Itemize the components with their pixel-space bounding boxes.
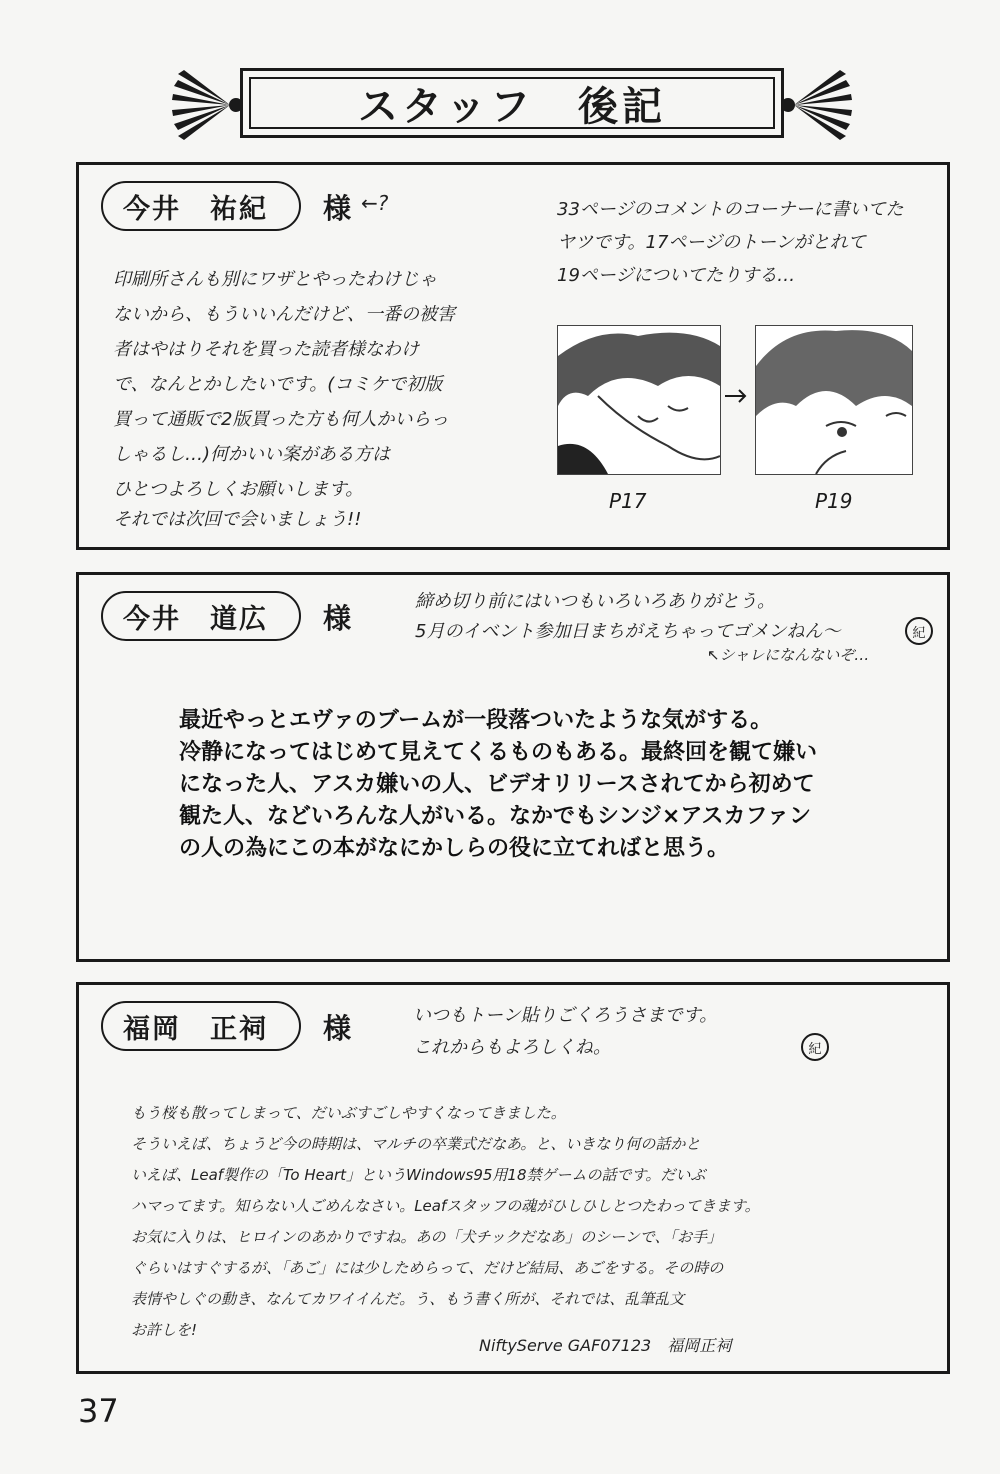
- body-line: ハマってます。知らない人ごめんなさい。Leafスタッフの魂がひしひしとつたわってきます。: [131, 1197, 760, 1215]
- honorific: 様: [323, 1012, 352, 1045]
- signature: NiftyServe GAF07123 福岡正祠: [479, 1336, 732, 1355]
- comment-line: 33ページのコメントのコーナーに書いてた: [557, 199, 904, 220]
- body-line: お気に入りは、ヒロインのあかりですね。あの「犬チックだなあ」のシーンで、「お手」: [131, 1228, 723, 1246]
- body-line: 表情やしぐの動き、なんてカワイイんだ。う、もう書く所が、それでは、乱筆乱文: [131, 1290, 685, 1308]
- body-line: 印刷所さんも別にワザとやったわけじゃ: [113, 269, 437, 290]
- body-line: になった人、アスカ嫌いの人、ビデオリリースされてから初めて: [179, 772, 815, 797]
- honorific: 様: [323, 602, 352, 635]
- staff-section-2: [76, 572, 950, 962]
- body-line: ひとつよろしくお願いします。: [113, 479, 364, 500]
- body-line: ぐらいはすぐするが、「あご」には少しためらって、だけど結局、あごをする。その時の: [131, 1259, 724, 1277]
- body-line: しゃるし…)何かいい案がある方は: [113, 444, 391, 465]
- page-number: 37: [78, 1392, 119, 1430]
- body-line: そういえば、ちょうど今の時期は、マルチの卒業式だなあ。と、いきなり何の話かと: [131, 1135, 701, 1153]
- sketch-p19: [755, 325, 913, 475]
- aside-note: ←?: [361, 191, 389, 215]
- body-line: 冷静になってはじめて見えてくるものもある。最終回を観て嫌い: [179, 740, 818, 765]
- arrow-icon: [725, 389, 749, 403]
- body-line: 者はやはりそれを買った読者様なわけ: [113, 339, 419, 360]
- comment-line: 5月のイベント参加日まちがえちゃってゴメンねん〜: [415, 621, 841, 642]
- staff-name: 福岡 正祠: [101, 1001, 301, 1051]
- staff-section-1: [76, 162, 950, 550]
- seal-stamp: 紀: [905, 617, 933, 645]
- sub-note: ↖シャレになんないぞ…: [707, 646, 870, 664]
- body-line: で、なんとかしたいです。(コミケで初版: [113, 374, 443, 395]
- body-line: ないから、もういいんだけど、一番の被害: [113, 304, 455, 325]
- body-line: もう桜も散ってしまって、だいぶすごしやすくなってきました。: [131, 1104, 566, 1122]
- body-line: 観た人、などいろんな人がいる。なかでもシンジ×アスカファン: [179, 804, 812, 829]
- sketch-p17: [557, 325, 721, 475]
- body-line: 最近やっとエヴァのブームが一段落ついたような気がする。: [179, 708, 773, 733]
- comment-line: 19ページについてたりする…: [557, 265, 796, 286]
- body-line: いえば、Leaf製作の「To Heart」というWindows95用18禁ゲームの話です。だいぶ: [131, 1166, 706, 1184]
- caption-p19: P19: [815, 489, 853, 513]
- left-fan-ornament: [170, 68, 240, 142]
- body-line: それでは次回で会いましょう!!: [113, 509, 362, 530]
- comment-line: これからもよろしくね。: [413, 1037, 611, 1058]
- body-line: の人の為にこの本がなにかしらの役に立てればと思う。: [179, 836, 730, 861]
- honorific: 様: [323, 192, 352, 225]
- comment-line: 締め切り前にはいつもいろいろありがとう。: [415, 591, 775, 612]
- staff-name: 今井 祐紀: [101, 181, 301, 231]
- comment-line: ヤツです。17ページのトーンがとれて: [557, 232, 866, 253]
- comment-line: いつもトーン貼りごくろうさまです。: [413, 1005, 718, 1026]
- seal-stamp: 紀: [801, 1033, 829, 1061]
- staff-name: 今井 道広: [101, 591, 301, 641]
- body-line: 買って通販で2版買った方も何人かいらっ: [113, 409, 449, 430]
- page-title: スタッフ 後記: [358, 83, 666, 130]
- title-frame: [240, 68, 784, 138]
- staff-section-3: [76, 982, 950, 1374]
- right-fan-ornament: [784, 68, 854, 142]
- body-line: お許しを!: [131, 1321, 198, 1339]
- caption-p17: P17: [609, 489, 647, 513]
